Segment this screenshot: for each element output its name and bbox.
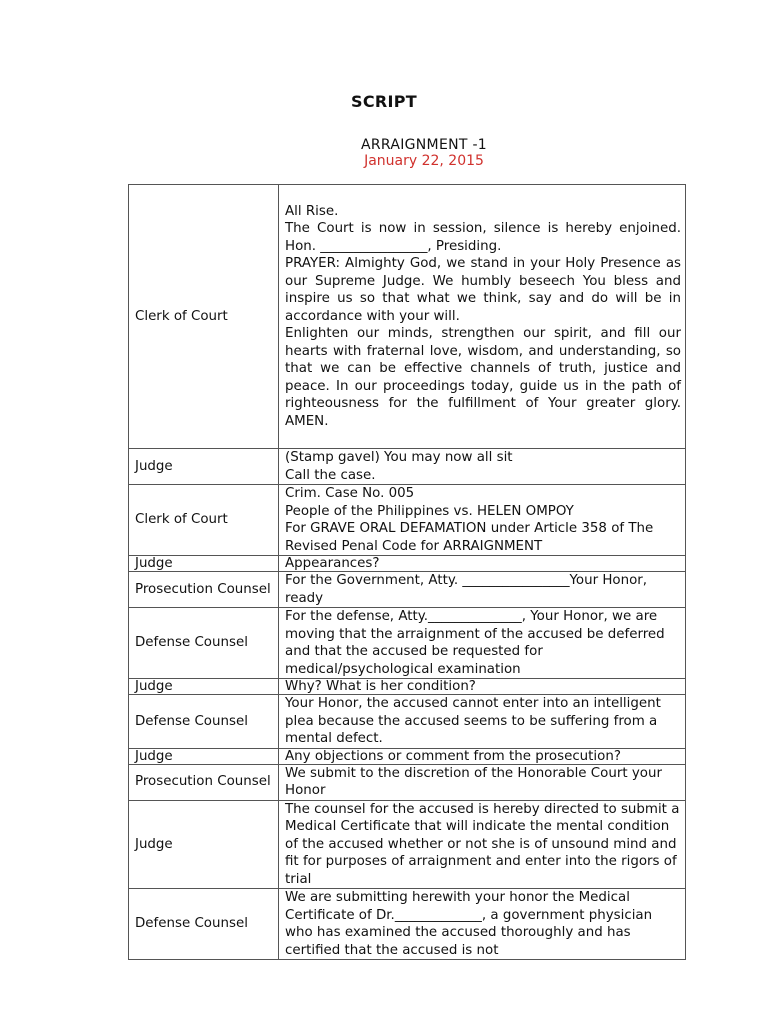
dialogue-line: Call the case. (285, 467, 376, 483)
script-table (128, 184, 686, 960)
dialogue-line: Enlighten our minds, strengthen our spirit, and fill our hearts with fraternal love, wisdom, and understanding, so that we can be effective channels of truth, justice and peace. In our proceedings today, guide us in the path of righteousness for the fulfillment of Your greater glory. AMEN. (285, 326, 681, 429)
dialogue-line: For GRAVE ORAL DEFAMATION under Article 358 of The Revised Penal Code for ARRAIGNMENT (285, 521, 654, 554)
dialogue-line: All Rise. (285, 203, 339, 219)
table-row (129, 608, 686, 679)
role-cell: Prosecution Counsel (129, 572, 279, 608)
table-row (129, 556, 686, 572)
role-cell: Clerk of Court (129, 485, 279, 556)
table-row (129, 679, 686, 695)
role-cell: Prosecution Counsel (129, 764, 279, 800)
table-row (129, 485, 686, 556)
dialogue-cell: Appearances? (279, 556, 686, 572)
dialogue-line: Crim. Case No. 005 (285, 486, 415, 501)
dialogue-line: The Court is now in session, silence is hereby enjoined. Hon. ________________, Presiding. (285, 221, 681, 254)
dialogue-cell: We are submitting herewith your honor the Medical Certificate of Dr._____________, a government physician who has examined the accused thoroughly and has certified that the accused is not (279, 889, 686, 960)
table-row (129, 800, 686, 889)
table-row (129, 695, 686, 749)
table-row (129, 748, 686, 764)
table-row (129, 572, 686, 608)
dialogue-line: PRAYER: Almighty God, we stand in your Holy Presence as our Supreme Judge. We humbly beseech You bless and inspire us so that what we think, say and do will be in accordance with your will. (285, 256, 681, 324)
table-row (129, 764, 686, 800)
role-cell: Judge (129, 679, 279, 695)
role-cell: Judge (129, 800, 279, 889)
dialogue-cell: The counsel for the accused is hereby directed to submit a Medical Certificate that will indicate the mental condition of the accused whether or not she is of unsound mind and fit for purposes of arraignment and enter into the rigors of trial (279, 800, 686, 889)
role-cell: Defense Counsel (129, 695, 279, 749)
dialogue-cell: Any objections or comment from the prosecution? (279, 748, 686, 764)
table-row (129, 185, 686, 449)
document-title: SCRIPT (351, 92, 417, 111)
dialogue-cell: For the defense, Atty.______________, Your Honor, we are moving that the arraignment of the accused be deferred and that the accused be requested for medical/psychological examination (279, 608, 686, 679)
dialogue-cell: Why? What is her condition? (279, 679, 686, 695)
dialogue-line: People of the Philippines vs. HELEN OMPOY (285, 503, 574, 519)
dialogue-cell (279, 185, 686, 449)
dialogue-cell (279, 485, 686, 556)
role-cell: Judge (129, 748, 279, 764)
document-date: January 22, 2015 (364, 153, 484, 169)
dialogue-cell: Your Honor, the accused cannot enter into an intelligent plea because the accused seems to be suffering from a mental defect. (279, 695, 686, 749)
dialogue-cell: For the Government, Atty. ________________Your Honor, ready (279, 572, 686, 608)
dialogue-cell: We submit to the discretion of the Honorable Court your Honor (279, 764, 686, 800)
table-row (129, 449, 686, 485)
dialogue-cell (279, 449, 686, 485)
role-cell: Judge (129, 449, 279, 485)
role-cell: Judge (129, 556, 279, 572)
dialogue-line: (Stamp gavel) You may now all sit (285, 450, 513, 465)
table-row (129, 889, 686, 960)
role-cell: Defense Counsel (129, 889, 279, 960)
document-subtitle: ARRAIGNMENT -1 (360, 137, 488, 153)
role-cell: Defense Counsel (129, 608, 279, 679)
role-cell: Clerk of Court (129, 185, 279, 449)
